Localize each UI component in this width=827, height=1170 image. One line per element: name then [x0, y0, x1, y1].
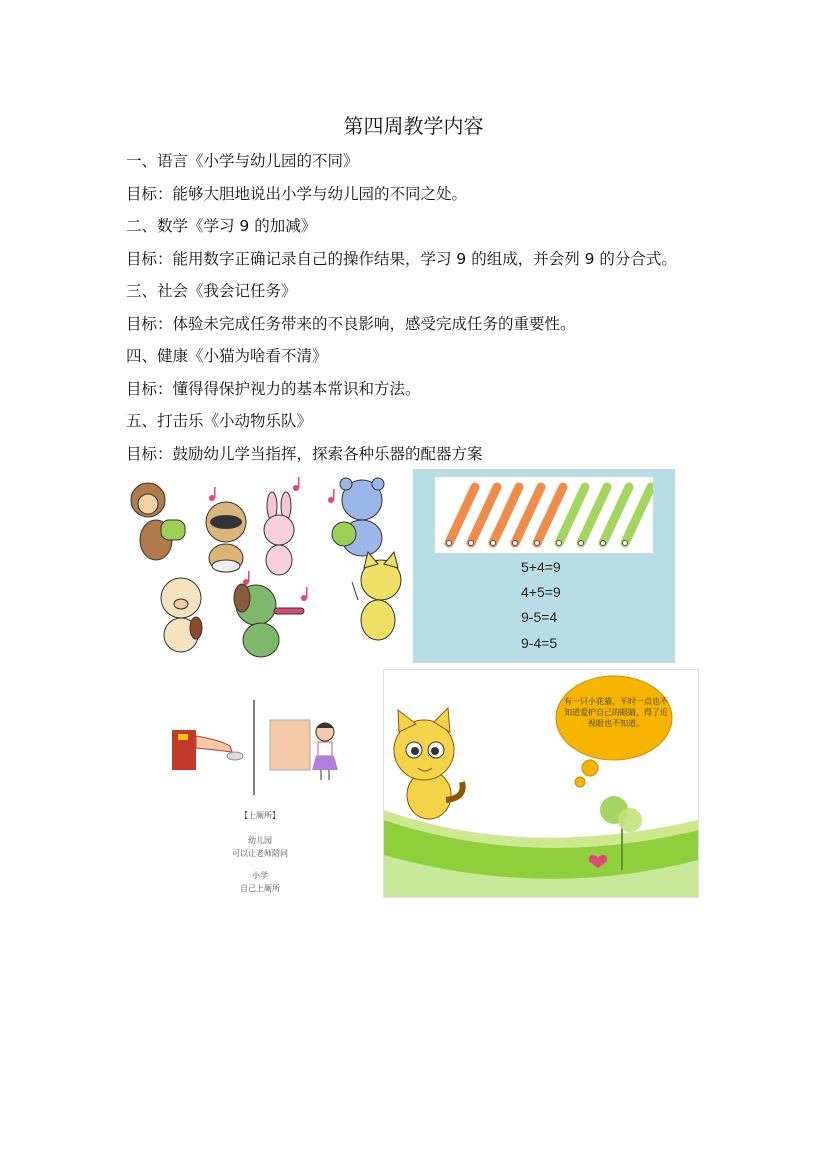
cat-icon: [352, 552, 401, 640]
lesson-5-heading: 五、打击乐《小动物乐队》: [126, 412, 313, 430]
counting-sticks-icon: [435, 477, 653, 553]
stick-tip: [579, 541, 584, 546]
lesson-3-heading: 三、社会《我会记任务》: [126, 282, 297, 300]
lesson-1-heading: 一、语言《小学与幼儿园的不同》: [126, 152, 359, 170]
teacher-hand-icon: [172, 730, 243, 770]
girl-icon: [270, 720, 338, 780]
toilet-heading: 【上厕所】: [240, 811, 280, 820]
stick-tip: [469, 541, 474, 546]
hill-icon: [384, 810, 698, 897]
equation: 9-4=5: [521, 635, 558, 651]
stick-tip: [601, 541, 606, 546]
toilet-comparison-figure: [160, 690, 360, 900]
toilet-caption: 小学: [252, 871, 268, 880]
stick-tip: [535, 541, 540, 546]
lesson-4-heading: 四、健康《小猫为啥看不清》: [126, 347, 328, 365]
toilet-caption: 幼儿园: [248, 836, 272, 845]
animal-band-illustration: [126, 470, 411, 660]
monkey-icon: [131, 483, 185, 560]
lesson-4-goal: 目标：懂得得保护视力的基本常识和方法。: [126, 380, 421, 398]
sticks-panel: [435, 477, 653, 553]
lesson-5-goal: 目标：鼓励幼儿学当指挥，探索各种乐器的配器方案: [126, 445, 483, 463]
pig-icon: [161, 578, 202, 652]
stick-tip: [447, 541, 452, 546]
toilet-caption: 自己上厕所: [240, 884, 280, 893]
rabbit-icon: [264, 492, 294, 575]
lesson-2-heading: 二、数学《学习 9 的加减》: [126, 217, 317, 235]
bear-icon: [332, 478, 384, 556]
lesson-2-goal: 目标：能用数字正确记录自己的操作结果，学习 9 的组成，并会列 9 的分合式。: [126, 250, 677, 268]
stick-tip: [491, 541, 496, 546]
equation: 5+4=9: [521, 559, 561, 575]
stick-tip: [513, 541, 518, 546]
tiger-cat-icon: [394, 708, 463, 819]
lesson-3-goal: 目标：体验未完成任务带来的不良影响，感受完成任务的重要性。: [126, 315, 576, 333]
dog-icon: [234, 584, 304, 657]
speech-bubble-icon: [556, 676, 672, 787]
equation: 4+5=9: [521, 584, 561, 600]
toilet-caption: 可以让老师陪同: [232, 849, 288, 858]
equation: 9-5=4: [521, 609, 558, 625]
cat-story-figure: [383, 669, 699, 898]
lesson-1-goal: 目标：能够大胆地说出小学与幼儿园的不同之处。: [126, 185, 468, 203]
stick-tip: [557, 541, 562, 546]
stick-tip: [623, 541, 628, 546]
raccoon-icon: [206, 502, 246, 572]
math-sticks-figure: [413, 469, 675, 663]
page-title: 第四周教学内容: [343, 114, 484, 138]
bubble-text: 有一只小花猫，平时一点也不知道爱护自己的眼睛，得了近视眼也不知道。: [564, 697, 668, 728]
